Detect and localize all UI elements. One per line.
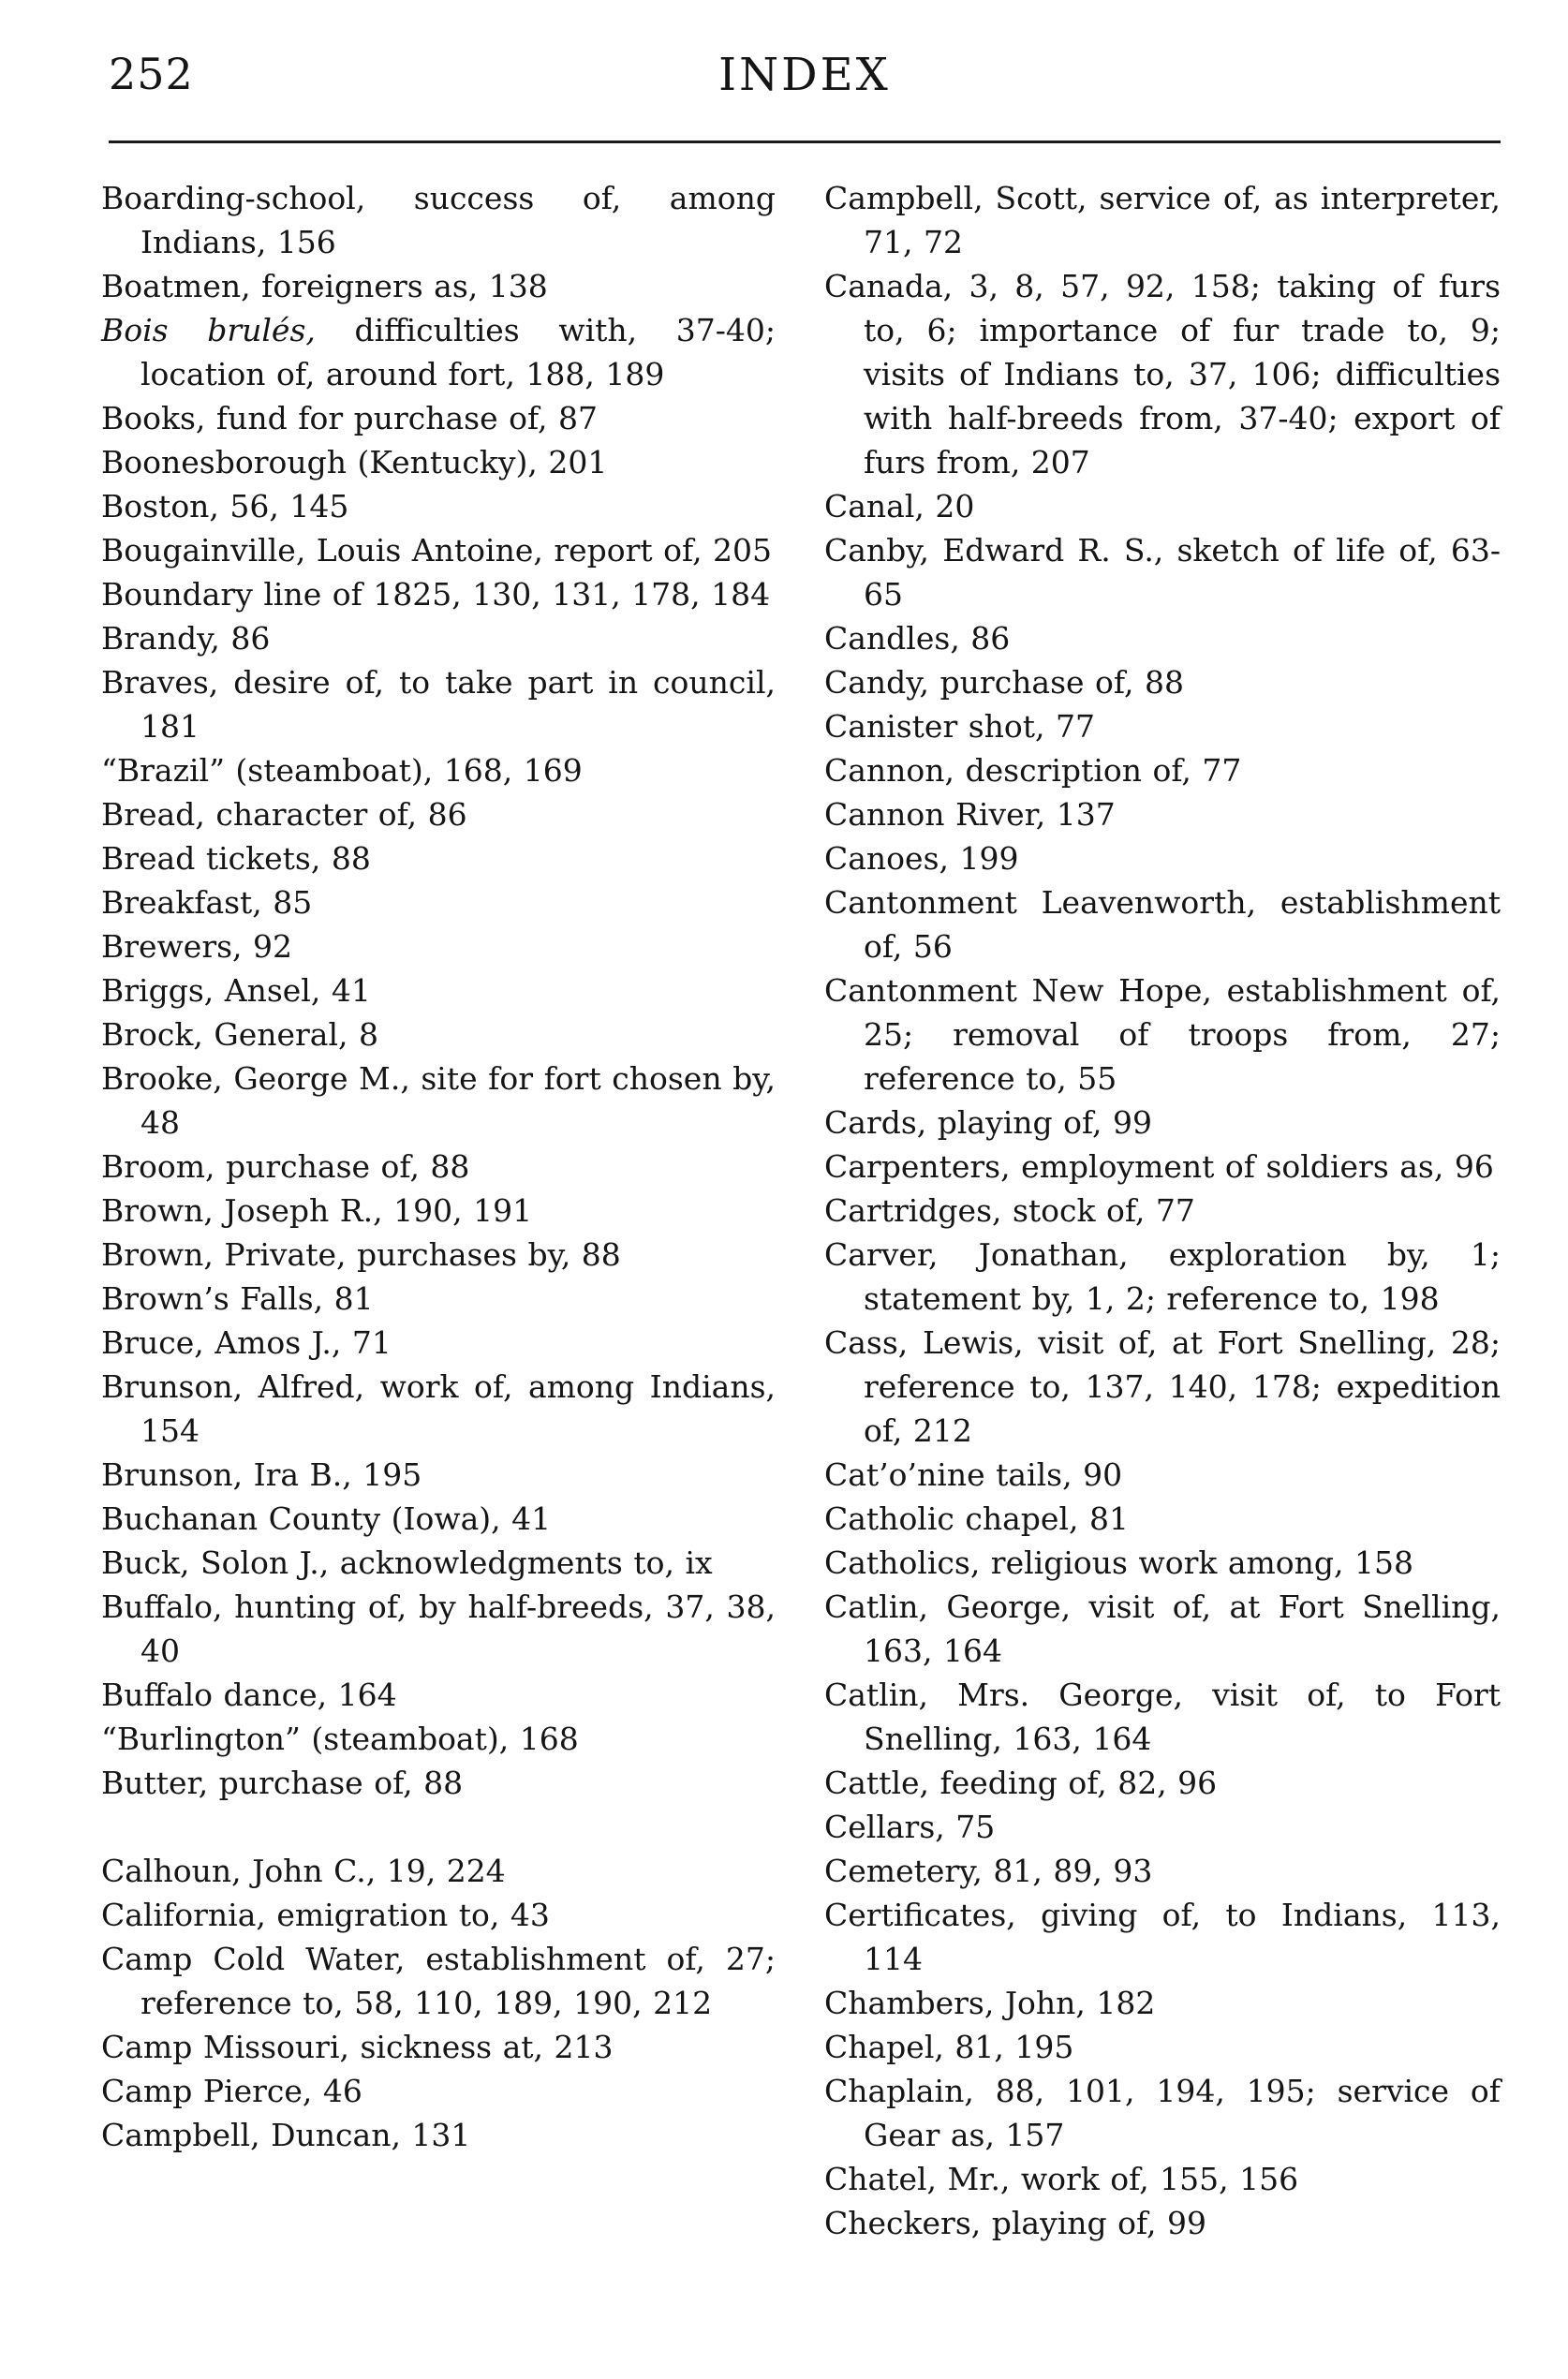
index-entry-text: Boundary line of 1825, 130, 131, 178, 184 [101, 576, 771, 613]
index-entry-text: difficulties with, 37-40; location of, around fort, 188, 189 [141, 312, 776, 392]
index-entry [101, 1893, 776, 1937]
index-entry [101, 880, 776, 924]
index-entry [824, 660, 1501, 704]
index-entry-text: Canister shot, 77 [824, 708, 1096, 745]
index-entry-text: Cemetery, 81, 89, 93 [824, 1853, 1153, 1889]
index-entry-text: Cat’o’nine tails, 90 [824, 1456, 1123, 1493]
index-entry-text: Campbell, Duncan, 131 [101, 2117, 471, 2153]
index-entry [824, 2069, 1501, 2157]
index-entry [101, 1365, 776, 1453]
index-entry [824, 836, 1501, 880]
index-entry [824, 1981, 1501, 2025]
index-entry-text: California, emigration to, 43 [101, 1897, 550, 1933]
index-entry-text: Brunson, Ira B., 195 [101, 1456, 422, 1493]
index-entry-text: Camp Pierce, 46 [101, 2073, 362, 2109]
index-entry [101, 1012, 776, 1057]
index-entry-text: Chatel, Mr., work of, 155, 156 [824, 2161, 1299, 2197]
index-entry [101, 836, 776, 880]
index-entry-text: “Burlington” (steamboat), 168 [101, 1721, 579, 1757]
index-entry-text: Carver, Jonathan, exploration by, 1; statement by, 1, 2; reference to, 198 [824, 1236, 1501, 1317]
index-entry-text: Buchanan County (Iowa), 41 [101, 1500, 552, 1537]
index-entry-text: Boonesborough (Kentucky), 201 [101, 444, 608, 480]
index-entry-text: Cards, playing of, 99 [824, 1104, 1153, 1141]
index-entry [101, 2113, 776, 2157]
index-entry-text: Canoes, 199 [824, 840, 1019, 877]
index-entry [101, 484, 776, 528]
index-entry [101, 792, 776, 836]
index-entry [824, 616, 1501, 660]
index-entry [101, 1277, 776, 1321]
index-entry [101, 1761, 776, 1805]
page-number: 252 [109, 49, 194, 99]
index-entry-text: Braves, desire of, to take part in council, 181 [101, 664, 776, 745]
index-entry-text: Cantonment Leavenworth, establishment of, 56 [824, 884, 1501, 965]
index-entry [824, 1541, 1501, 1585]
index-entry [824, 2201, 1501, 2245]
index-entry-text: Boarding-school, success of, among Indians, 156 [101, 180, 776, 260]
index-entry-text: Canal, 20 [824, 488, 975, 525]
index-entry-text: Candy, purchase of, 88 [824, 664, 1184, 701]
index-entry [101, 1585, 776, 1673]
index-entry [101, 1145, 776, 1189]
index-entry [101, 2025, 776, 2069]
index-entry-text: Carpenters, employment of soldiers as, 96 [824, 1148, 1494, 1185]
index-entry [824, 1145, 1501, 1189]
index-entry [824, 1189, 1501, 1233]
index-entry-text: Chaplain, 88, 101, 194, 195; service of Gear as, 157 [824, 2073, 1501, 2153]
index-entry-text: Buffalo dance, 164 [101, 1677, 397, 1713]
index-entry-text: Catlin, George, visit of, at Fort Snelling, 163, 164 [824, 1588, 1501, 1669]
index-entry [824, 1497, 1501, 1541]
index-entry [101, 572, 776, 616]
index-entry [101, 924, 776, 968]
index-entry-text: Buck, Solon J., acknowledgments to, ix [101, 1544, 713, 1581]
index-entry [101, 440, 776, 484]
index-entry [824, 1893, 1501, 1981]
index-entry [824, 1761, 1501, 1805]
index-entry [101, 660, 776, 748]
index-entry [824, 1805, 1501, 1849]
index-entry-text: Catholic chapel, 81 [824, 1500, 1129, 1537]
index-entry-text: Brandy, 86 [101, 620, 271, 657]
index-entry-text: Campbell, Scott, service of, as interpreter, 71, 72 [824, 180, 1501, 260]
index-entry [101, 1497, 776, 1541]
index-entry [101, 1541, 776, 1585]
index-entry [101, 308, 776, 396]
index-entry-text: Canby, Edward R. S., sketch of life of, 63-65 [824, 532, 1501, 613]
index-entry [824, 748, 1501, 792]
index-entry [101, 1849, 776, 1893]
index-entry [824, 1101, 1501, 1145]
index-entry [101, 748, 776, 792]
index-entry [101, 1321, 776, 1365]
index-entry-text: Chambers, John, 182 [824, 1985, 1156, 2021]
index-entry [101, 264, 776, 308]
index-entry-text: Brown, Joseph R., 190, 191 [101, 1192, 533, 1229]
index-entry-text: Bread tickets, 88 [101, 840, 371, 877]
index-entry-text: Checkers, playing of, 99 [824, 2205, 1207, 2241]
index-entry-text: Candles, 86 [824, 620, 1011, 657]
index-entry [824, 484, 1501, 528]
index-entry [101, 1937, 776, 2025]
index-entry-text: Buffalo, hunting of, by half-breeds, 37, 38, 40 [101, 1588, 776, 1669]
index-entry-text: Cantonment New Hope, establishment of, 25; removal of troops from, 27; reference to, 55 [824, 972, 1501, 1097]
index-term-italic: Bois brulés, [101, 312, 316, 348]
index-entry-text: Bruce, Amos J., 71 [101, 1324, 392, 1361]
index-entry [824, 2157, 1501, 2201]
index-entry [824, 176, 1501, 264]
index-entry-text: Camp Missouri, sickness at, 213 [101, 2029, 614, 2065]
index-entry [824, 792, 1501, 836]
index-entry [101, 2069, 776, 2113]
index-entry [824, 1673, 1501, 1761]
index-entry-text: Broom, purchase of, 88 [101, 1148, 470, 1185]
index-entry-text: Brooke, George M., site for fort chosen by, 48 [101, 1060, 776, 1141]
index-entry-text: Cartridges, stock of, 77 [824, 1192, 1195, 1229]
index-entry-text: Brown’s Falls, 81 [101, 1280, 374, 1317]
index-entry [101, 528, 776, 572]
page-title: INDEX [718, 49, 891, 101]
index-entry-text: Boston, 56, 145 [101, 488, 349, 525]
index-entry-text: Butter, purchase of, 88 [101, 1765, 464, 1801]
index-entry [824, 1233, 1501, 1321]
index-entry-text: Breakfast, 85 [101, 884, 313, 921]
index-entry-text: Bougainville, Louis Antoine, report of, 205 [101, 532, 773, 569]
index-entry [101, 396, 776, 440]
index-entry-text: Boatmen, foreigners as, 138 [101, 268, 548, 304]
index-entry-text: Brunson, Alfred, work of, among Indians, 154 [101, 1368, 776, 1449]
index-entry [101, 1673, 776, 1717]
index-entry [101, 1189, 776, 1233]
index-column-left [101, 176, 776, 2157]
page-header [109, 41, 1501, 116]
index-entry-text: Cannon, description of, 77 [824, 752, 1242, 789]
index-entry [824, 968, 1501, 1101]
index-entry-text: Certificates, giving of, to Indians, 113, 114 [824, 1897, 1501, 1977]
index-entry [824, 880, 1501, 968]
index-entry [101, 1057, 776, 1145]
index-entry [824, 704, 1501, 748]
index-entry [101, 968, 776, 1012]
index-entry [824, 528, 1501, 616]
index-entry-text: Cellars, 75 [824, 1809, 996, 1845]
index-entry-text: Canada, 3, 8, 57, 92, 158; taking of furs to, 6; importance of fur trade to, 9; visits of Indians to, 37, 106; difficulties with half-breeds from, 37-40; export of furs from, 207 [824, 268, 1501, 480]
index-column-right [824, 176, 1501, 2245]
index-entry [824, 1849, 1501, 1893]
index-entry-text: Chapel, 81, 195 [824, 2029, 1074, 2065]
index-entry [101, 1453, 776, 1497]
index-entry [824, 1321, 1501, 1453]
index-entry-text: Books, fund for purchase of, 87 [101, 400, 598, 436]
index-entry [101, 1233, 776, 1277]
index-entry [824, 1585, 1501, 1673]
index-entry [101, 176, 776, 264]
index-entry-text: Calhoun, John C., 19, 224 [101, 1853, 506, 1889]
index-entry-text: Bread, character of, 86 [101, 796, 467, 833]
index-entry-text: Cass, Lewis, visit of, at Fort Snelling, 28; reference to, 137, 140, 178; expedition of, 212 [824, 1324, 1501, 1449]
index-entry [824, 1453, 1501, 1497]
index-entry-text: Camp Cold Water, establishment of, 27; reference to, 58, 110, 189, 190, 212 [101, 1941, 776, 2021]
index-entry-text: “Brazil” (steamboat), 168, 169 [101, 752, 583, 789]
index-entry [101, 616, 776, 660]
index-entry-text: Brewers, 92 [101, 928, 293, 965]
index-entry-text: Catholics, religious work among, 158 [824, 1544, 1414, 1581]
index-entry [824, 264, 1501, 484]
index-entry [101, 1717, 776, 1761]
index-entry-text: Cannon River, 137 [824, 796, 1116, 833]
index-entry [824, 2025, 1501, 2069]
index-entry-text: Cattle, feeding of, 82, 96 [824, 1765, 1218, 1801]
index-entry-text: Briggs, Ansel, 41 [101, 972, 371, 1009]
index-entry-text: Brock, General, 8 [101, 1016, 379, 1053]
header-rule [109, 140, 1501, 143]
index-entry-text: Brown, Private, purchases by, 88 [101, 1236, 621, 1273]
index-entry-text: Catlin, Mrs. George, visit of, to Fort Snelling, 163, 164 [824, 1677, 1501, 1757]
